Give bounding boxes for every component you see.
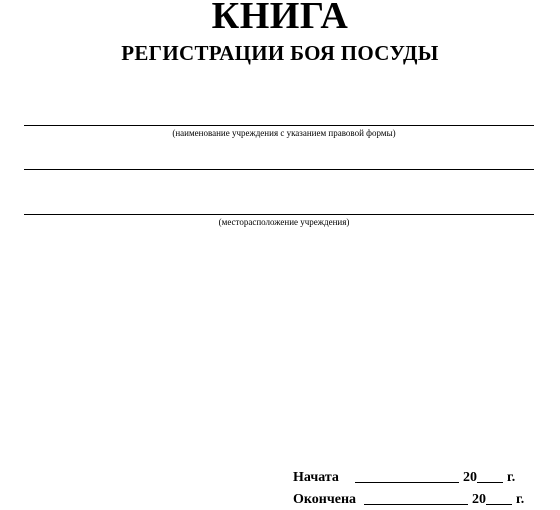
- ended-year-prefix: 20: [472, 492, 486, 507]
- ended-date-row: [293, 488, 524, 510]
- document-subtitle: РЕГИСТРАЦИИ БОЯ ПОСУДЫ: [121, 41, 439, 65]
- institution-name-line: [24, 125, 534, 126]
- document-title: КНИГА: [211, 0, 349, 37]
- started-year-suffix: г.: [507, 470, 516, 485]
- started-year-prefix: 20: [463, 470, 477, 485]
- institution-name-line-2: [24, 169, 534, 170]
- started-date-row: [293, 466, 524, 488]
- date-block: [293, 466, 524, 510]
- started-year-blank: [477, 468, 503, 483]
- institution-location-line: [24, 214, 534, 215]
- ended-date-blank: [364, 490, 468, 505]
- ended-year-blank: [486, 490, 512, 505]
- institution-location-caption: (месторасположение учреждения): [218, 217, 350, 227]
- ended-label: Окончена: [293, 492, 357, 507]
- started-date-blank: [355, 468, 459, 483]
- institution-name-caption: (наименование учреждения с указанием правовой формы): [172, 128, 396, 138]
- ended-year-suffix: г.: [516, 492, 525, 507]
- started-label: Начата: [293, 470, 339, 485]
